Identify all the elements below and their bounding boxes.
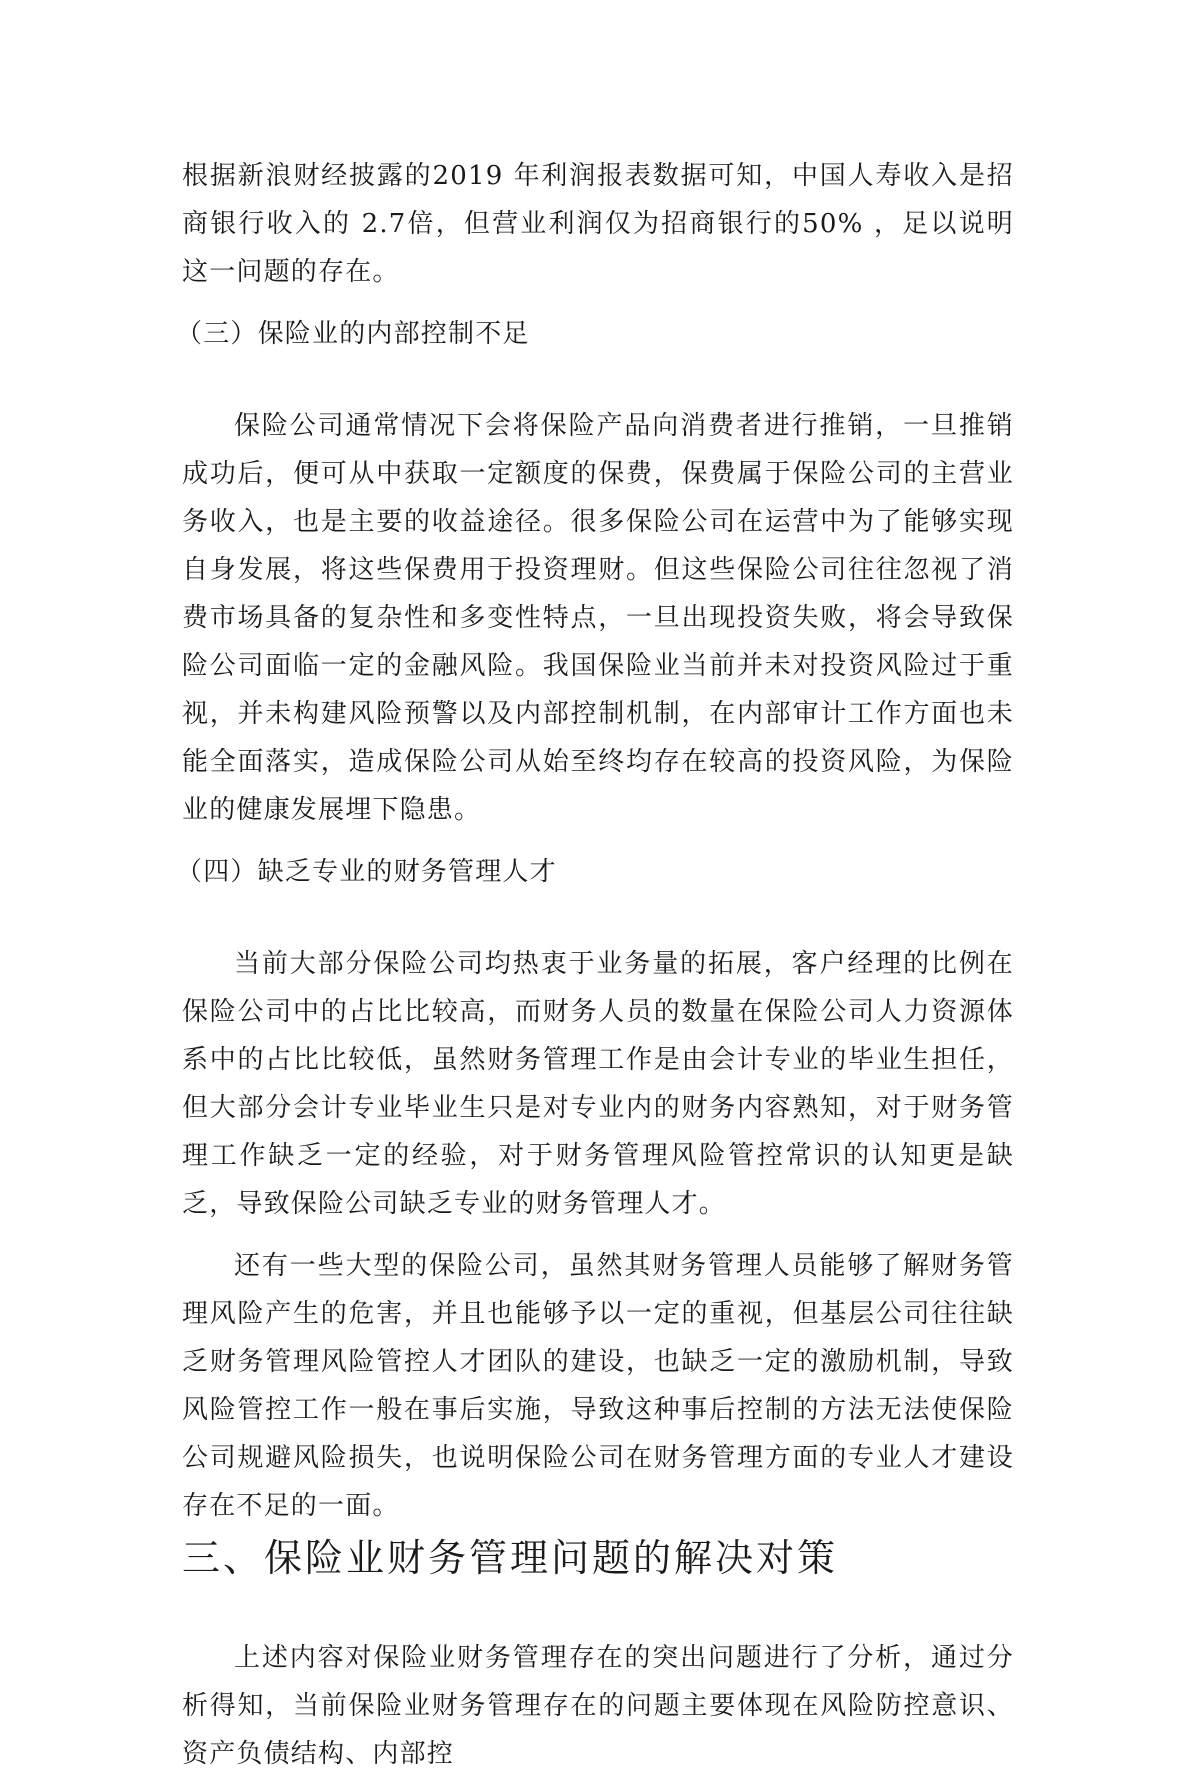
section-heading-solutions: 三、保险业财务管理问题的解决对策	[182, 1536, 839, 1580]
paragraph-internal-control: 保险公司通常情况下会将保险产品向消费者进行推销，一旦推销成功后，便可从中获取一定额度的保费，保费属于保险公司的主营业务收入，也是主要的收益途径。很多保险公司在运营中为了能够实现自身发展，将这些保费用于投资理财。但这些保险公司往往忽视了消费市场具备的复杂性和多变性特点，一旦出现投资失败，将会导致保险公司面临一定的金融风险。我国保险业当前并未对投资风险过于重视，并未构建风险预警以及内部控制机制，在内部审计工作方面也未能全面落实，造成保险公司从始至终均存在较高的投资风险，为保险业的健康发展埋下隐患。	[182, 411, 1014, 825]
paragraph-talent-shortage: 当前大部分保险公司均热衷于业务量的拓展，客户经理的比例在保险公司中的占比比较高，而财务人员的数量在保险公司人力资源体系中的占比比较低，虽然财务管理工作是由会计专业的毕业生担任，但大部分会计专业毕业生只是对专业内的财务内容熟知，对于财务管理工作缺乏一定的经验，对于财务管理风险管控常识的认知更是缺乏，导致保险公司缺乏专业的财务管理人才。	[182, 949, 1014, 1219]
document-body	[176, 152, 1014, 1778]
spacer	[182, 1228, 1014, 1242]
subheading-talent-shortage: （四）缺乏专业的财务管理人才	[176, 857, 557, 887]
spacer	[182, 896, 1014, 940]
spacer	[182, 296, 1014, 310]
paragraph-profit-comparison: 根据新浪财经披露的2019 年利润报表数据可知，中国人寿收入是招商银行收入的 2.7倍，但营业利润仅为招商银行的50% ，足以说明这一问题的存在。	[182, 161, 1014, 287]
paragraph-solutions-intro: 上述内容对保险业财务管理存在的突出问题进行了分析，通过分析得知，当前保险业财务管理存在的问题主要体现在风险防控意识、资产负债结构、内部控	[182, 1643, 1014, 1769]
spacer	[182, 358, 1014, 402]
subheading-internal-control: （三）保险业的内部控制不足	[176, 319, 530, 349]
paragraph-large-companies: 还有一些大型的保险公司，虽然其财务管理人员能够了解财务管理风险产生的危害，并且也能够予以一定的重视，但基层公司往往缺乏财务管理风险管控人才团队的建设，也缺乏一定的激励机制，导致风险管控工作一般在事后实施，导致这种事后控制的方法无法使保险公司规避风险损失，也说明保险公司在财务管理方面的专业人才建设存在不足的一面。	[182, 1251, 1014, 1521]
spacer	[182, 834, 1014, 848]
spacer	[182, 1586, 1014, 1634]
